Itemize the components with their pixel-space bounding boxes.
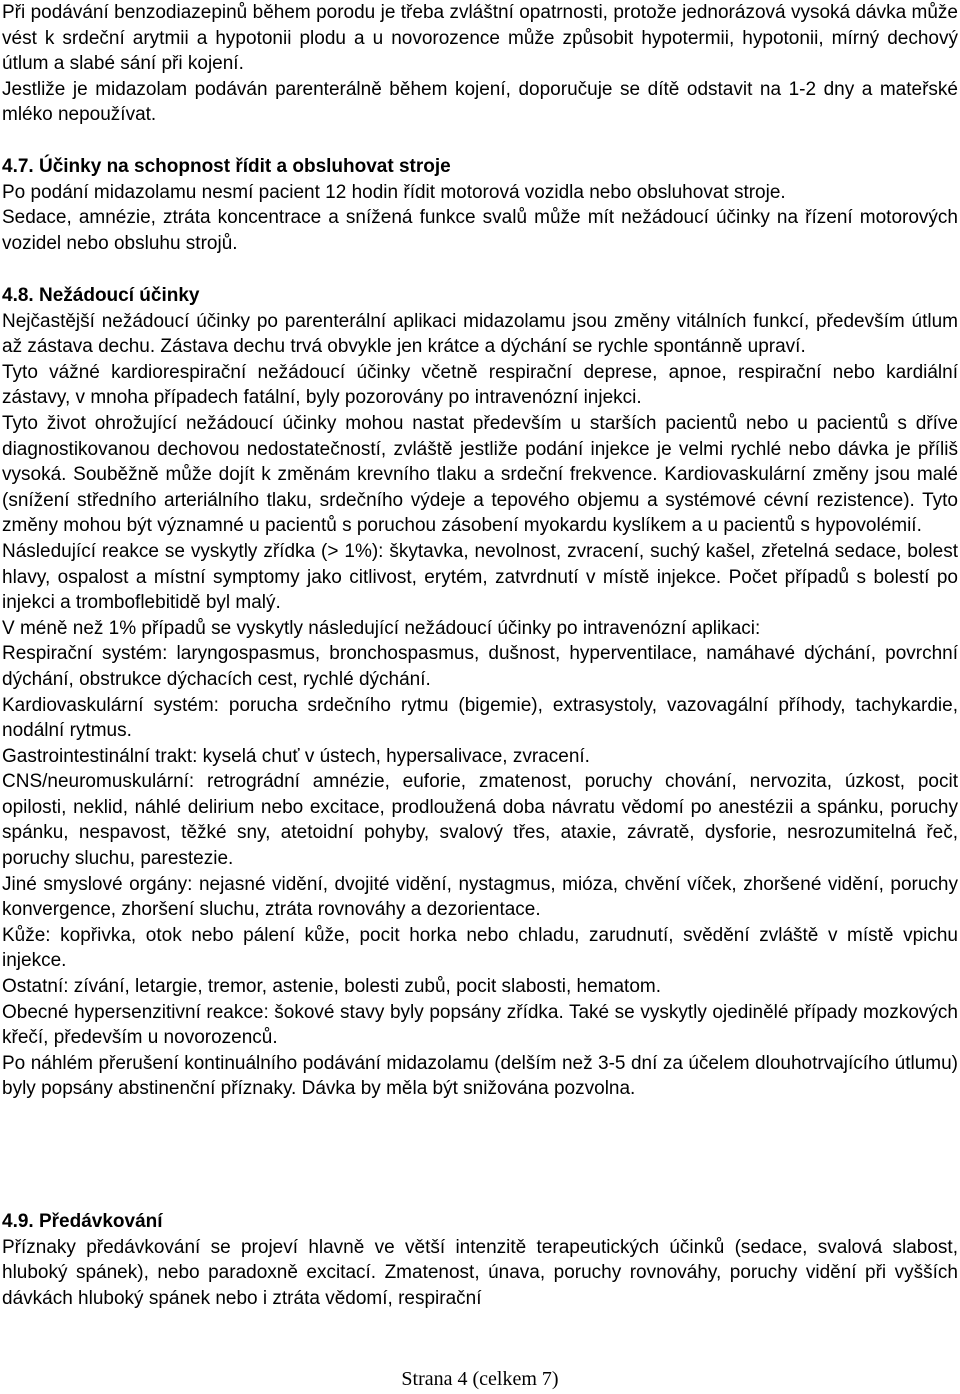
paragraph: V méně než 1% případů se vyskytly následující nežádoucí účinky po intravenózní aplikaci: [2,617,761,639]
paragraph: Po podání midazolamu nesmí pacient 12 hodin řídit motorová vozidla nebo obsluhovat stroje. [2,181,786,203]
paragraph: Gastrointestinální trakt: kyselá chuť v ústech, hypersalivace, zvracení. [2,745,590,767]
paragraph: Ostatní: zívání, letargie, tremor, astenie, bolesti zubů, pocit slabosti, hematom. [2,976,661,998]
paragraph: Jestliže je midazolam podáván parenterálně během kojení, doporučuje se dítě odstavit na 1-2 dny a mateřské mléko nepoužívat. [2,78,958,126]
section-heading [2,283,958,309]
section-number: 4.9. [2,1211,34,1232]
section-title: Předávkování [38,1211,163,1232]
section-heading [2,154,958,180]
paragraph: Respirační systém: laryngospasmus, bronchospasmus, dušnost, hyperventilace, namáhavé dýchání, povrchní dýchání, obstrukce dýchacích cest, rychlé dýchání. [2,643,958,690]
paragraph: Tyto život ohrožující nežádoucí účinky mohou nastat především u starších pacientů nebo u pacientů s dříve diagnostikovanou dechovou nedostatečností, zvláště jestliže podání injekce je velmi rychlé nebo dávka je příliš vysoká. Souběžně může dojít k změnám krevního tlaku a srdeční frekvence. Kardiovaskulární změny jsou malé (snížení středního arteriálního tlaku, srdečního výdeje a tepového objemu a systémové cévní rezistence). Tyto změny mohou být významné u pacientů s poruchou zásobení myokardu kyslíkem a u pacientů s hypovolémií. [2,412,958,537]
paragraph: Sedace, amnézie, ztráta koncentrace a snížená funkce svalů může mít nežádoucí účinky na řízení motorových vozidel nebo obsluhu strojů. [2,207,958,254]
paragraph: Při podávání benzodiazepinů během porodu je třeba zvláštní opatrnosti, protože jednorázová vysoká dávka může vést k srdeční arytmii a hypotonii plodu a u novorozence může způsobit hypotermii, hypotonii, mírný dechový útlum a slabé sání při kojení. [2,2,958,75]
section-4-7 [2,154,958,256]
paragraph: CNS/neuromuskulární: retrográdní amnézie, euforie, zmatenost, poruchy chování, nervozita, úzkost, pocit opilosti, neklid, náhlé delirium nebo excitace, prodloužená doba návratu vědomí po anestézii a spánku, poruchy spánku, nespavost, těžké sny, atetoidní pohyby, svalový třes, ataxie, závratě, dysforie, nesrozumitelná řeč, poruchy sluchu, parestezie. [2,771,958,870]
paragraph: Kardiovaskulární systém: porucha srdečního rytmu (bigemie), extrasystoly, vazovagální příhody, tachykardie, nodální rytmus. [2,694,958,742]
section-title: Účinky na schopnost řídit a obsluhovat stroje [38,156,451,177]
paragraph: Obecné hypersenzitivní reakce: šokové stavy byly popsány zřídka. Také se vyskytly ojedinělé případy mozkových křečí, především u novorozenců. [2,1001,958,1049]
paragraph: Po náhlém přerušení kontinuálního podávání midazolamu (delším než 3-5 dní za účelem dlouhotrvajícího útlumu) byly popsány abstinenční příznaky. Dávka by měla být snižována pozvolna. [2,1052,958,1100]
paragraph: Kůže: kopřivka, otok nebo pálení kůže, pocit horka nebo chladu, zarudnutí, svědění zvláště v místě vpichu injekce. [2,924,958,972]
intro-section [2,0,958,128]
paragraph: Následující reakce se vyskytly zřídka (> 1%): škytavka, nevolnost, zvracení, suchý kašel, zřetelná sedace, bolest hlavy, ospalost a místní symptomy jako citlivost, erytém, zatvrdnutí v místě injekce. Počet případů s bolestí po injekci a tromboflebitidě byl malý. [2,540,958,614]
section-heading [2,1209,958,1235]
section-title: Nežádoucí účinky [38,285,200,306]
paragraph: Jiné smyslové orgány: nejasné vidění, dvojité vidění, nystagmus, mióza, chvění víček, zhoršené vidění, poruchy konvergence, zhoršení sluchu, ztráta rovnováhy a dezorientace. [2,873,958,921]
section-number: 4.7. [2,156,34,177]
page-footer: Strana 4 (celkem 7) [401,1368,559,1390]
section-number: 4.8. [2,285,34,306]
paragraph: Příznaky předávkování se projeví hlavně ve větší intenzitě terapeutických účinků (sedace, svalová slabost, hluboký spánek), nebo paradoxně excitací. Zmatenost, únava, poruchy rovnováhy, poruchy vidění při vyšších dávkách hluboký spánek nebo i ztráta vědomí, respirační [2,1236,958,1309]
paragraph: Tyto vážné kardiorespirační nežádoucí účinky včetně respirační deprese, apnoe, respirační nebo kardiální zástavy, v mnoha případech fatální, byly pozorovány po intravenózní injekci. [2,361,958,409]
section-4-9 [2,1209,958,1311]
section-4-8 [2,283,958,1102]
paragraph: Nejčastější nežádoucí účinky po parenterální aplikaci midazolamu jsou změny vitálních funkcí, především útlum až zástava dechu. Zástava dechu trvá obvykle jen krátce a dýchání se rychle spontánně upraví. [2,310,958,358]
